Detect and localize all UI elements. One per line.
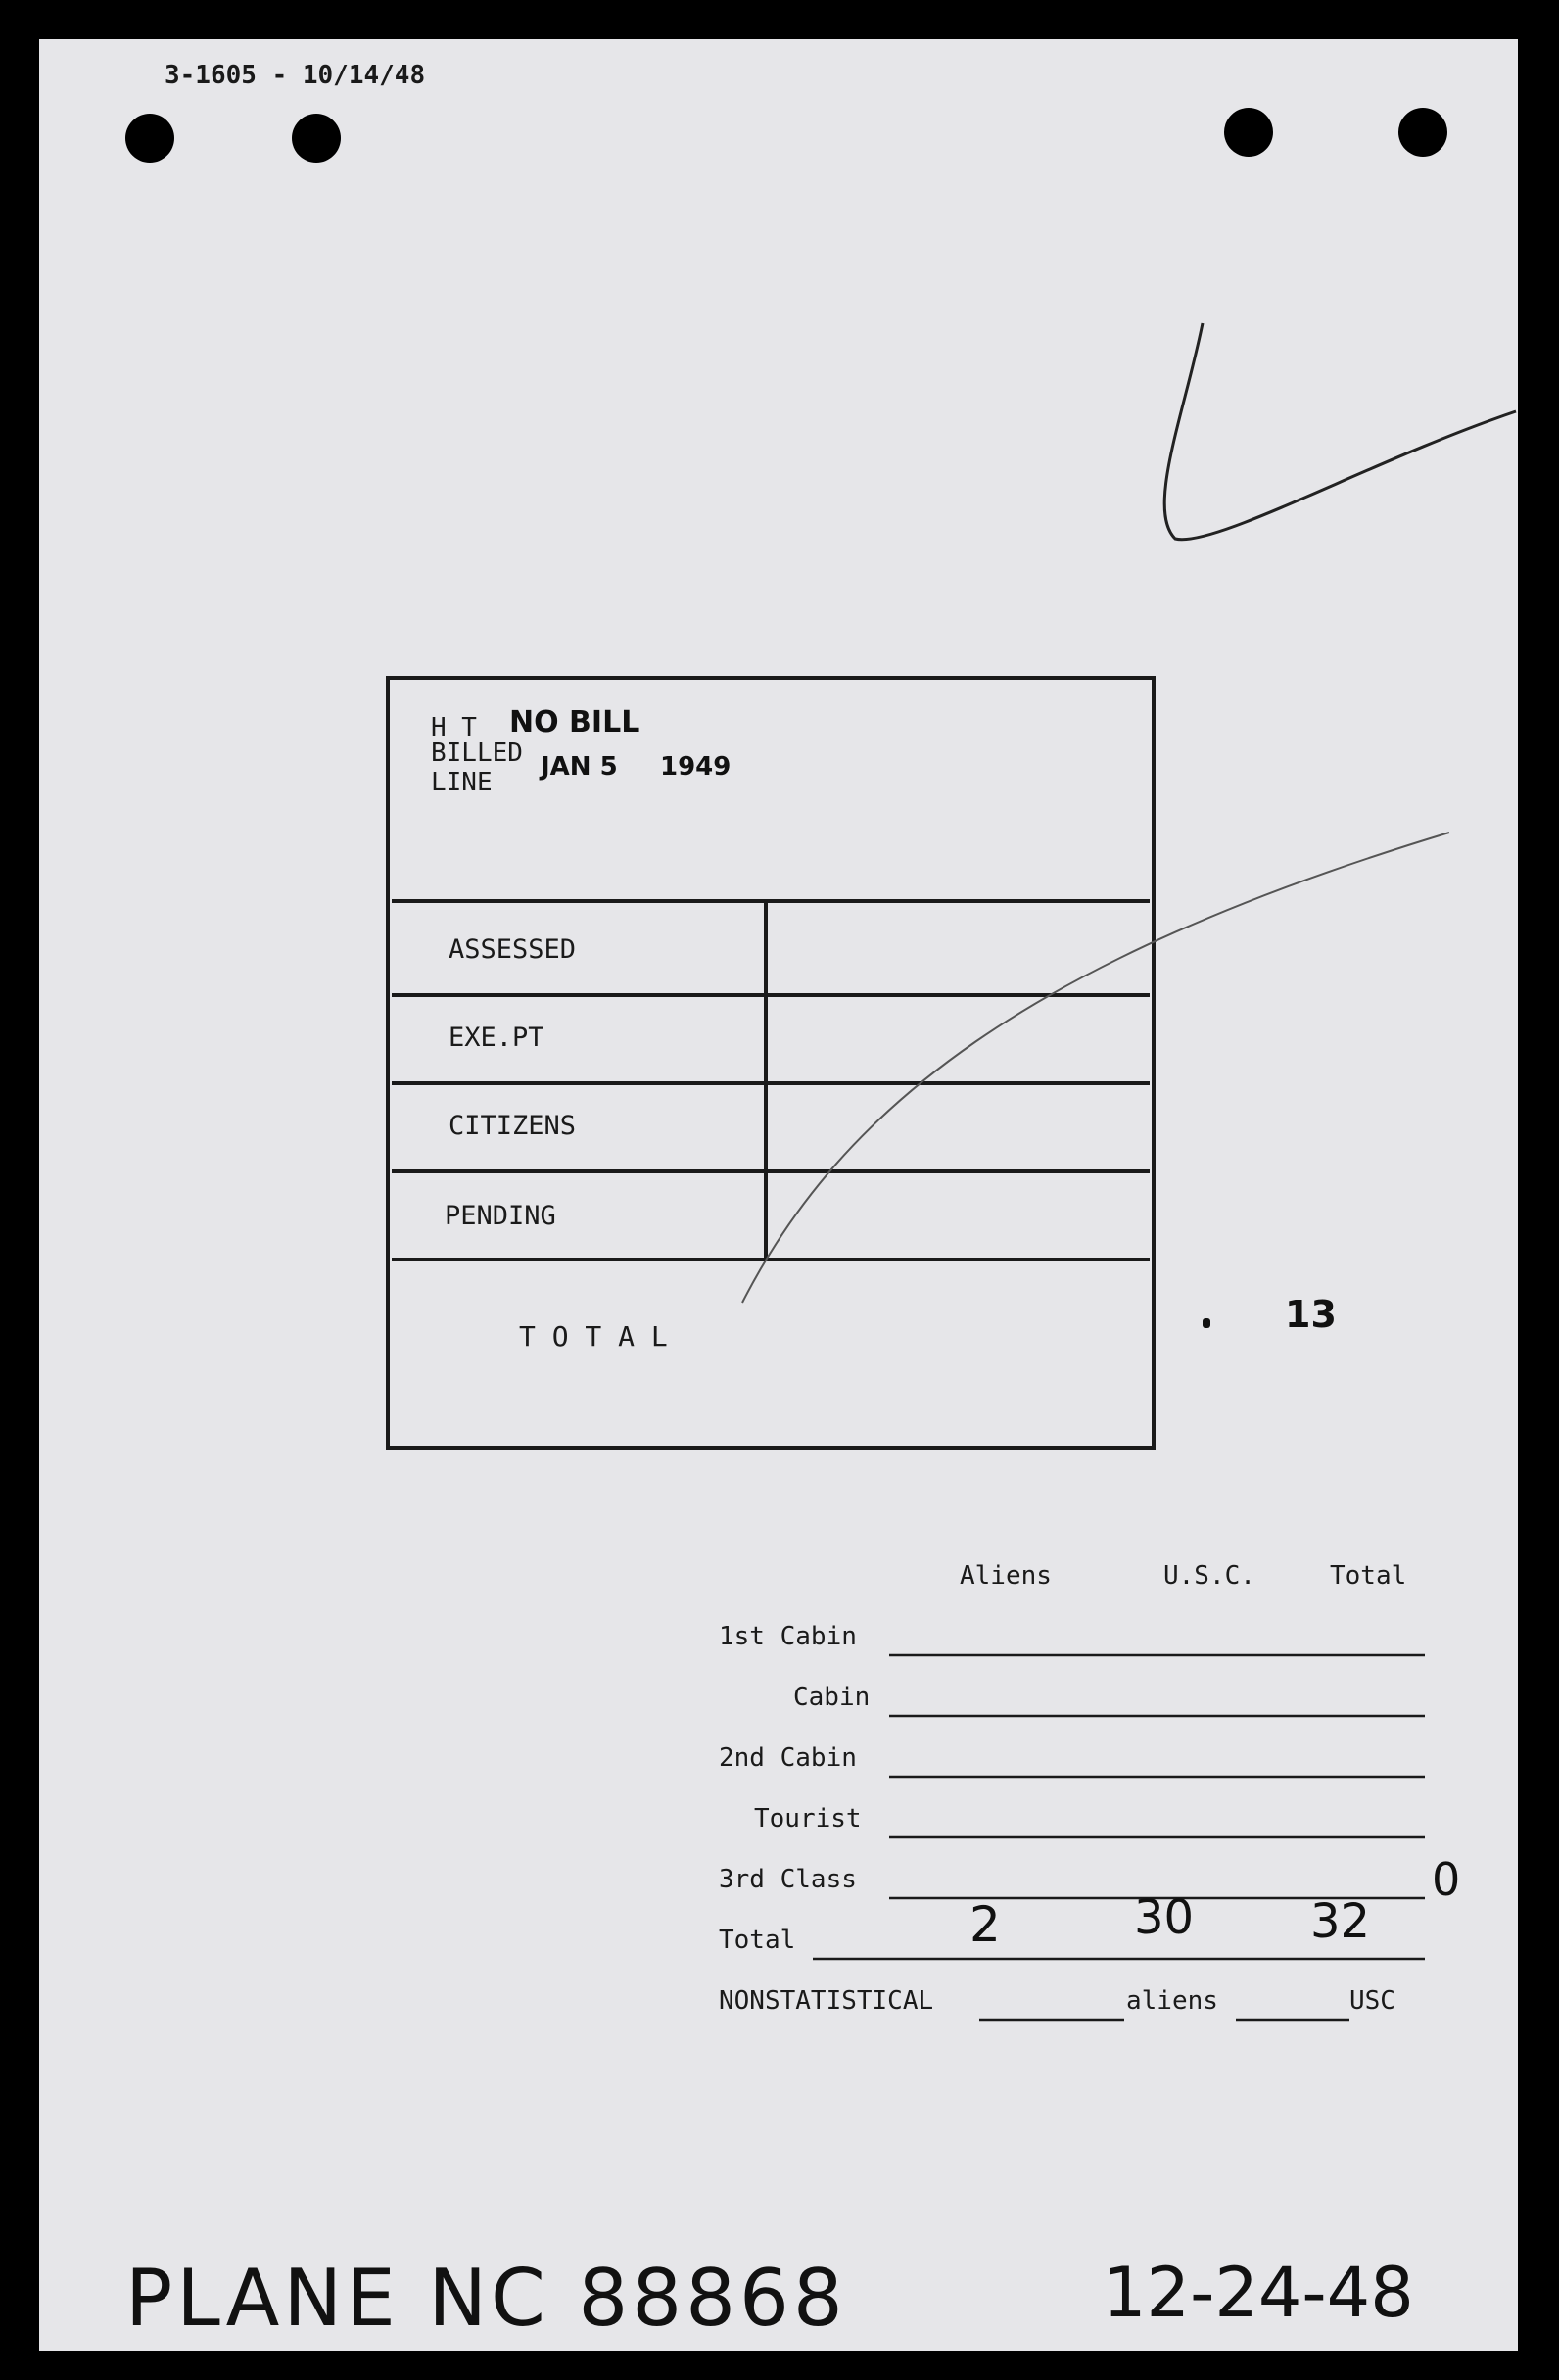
side-number: 13 xyxy=(1285,1293,1337,1336)
mark-3rd-class: 0 xyxy=(1432,1853,1461,1906)
header-usc: U.S.C. xyxy=(1163,1561,1255,1591)
total-label: T O T A L xyxy=(519,1320,668,1353)
row-assessed: ASSESSED xyxy=(449,934,577,965)
total-usc-value: 30 xyxy=(1134,1890,1195,1945)
row-citizens: CITIZENS xyxy=(449,1111,577,1141)
file-reference: 3-1605 - 10/14/48 xyxy=(165,61,426,90)
row-exempt: EXE.PT xyxy=(449,1023,544,1053)
label-3rd-class: 3rd Class xyxy=(719,1865,857,1894)
usc-label: USC xyxy=(1349,1986,1395,2016)
label-1st-cabin: 1st Cabin xyxy=(719,1622,857,1651)
ht-label: H T xyxy=(431,713,477,742)
plane-label: PLANE NC 88868 xyxy=(125,2253,847,2344)
billed-label: BILLED xyxy=(431,738,523,768)
no-bill-stamp: NO BILL xyxy=(509,705,640,739)
nonstatistical-label: NONSTATISTICAL xyxy=(719,1986,934,2016)
label-tourist: Tourist xyxy=(754,1804,862,1833)
aliens-label: aliens xyxy=(1126,1986,1218,2016)
year-stamp: 1949 xyxy=(660,752,732,782)
dot-mark xyxy=(1203,1318,1210,1328)
total-total-value: 32 xyxy=(1310,1894,1371,1949)
header-total: Total xyxy=(1330,1561,1407,1591)
handwritten-date: 12-24-48 xyxy=(1103,2253,1414,2333)
date-stamp: JAN 5 xyxy=(541,752,618,782)
total-aliens-value: 2 xyxy=(969,1896,1001,1953)
label-2nd-cabin: 2nd Cabin xyxy=(719,1743,857,1773)
label-cabin: Cabin xyxy=(793,1683,871,1712)
header-aliens: Aliens xyxy=(960,1561,1052,1591)
line-label: LINE xyxy=(431,768,493,797)
row-pending: PENDING xyxy=(445,1201,556,1231)
label-total: Total xyxy=(719,1926,796,1955)
